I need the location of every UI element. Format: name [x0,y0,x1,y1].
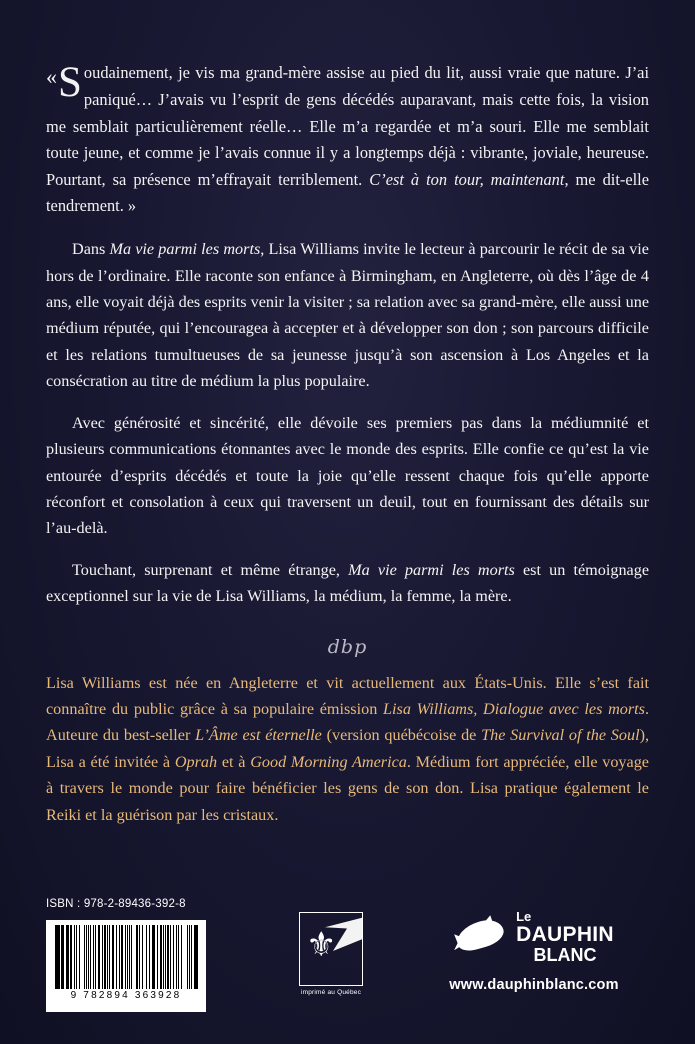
bio-book-title-1: L’Âme est éternelle [195,726,322,745]
publisher-logo-row [419,910,649,965]
barcode-bars [52,925,200,989]
barcode-digits: 9 782894 363928 [70,990,182,1001]
bio-text-6: . Médium fort appréciée, elle voyage à travers le monde pour faire bénéficier les gens de son don. Lisa pratique également le Reiki et la guérison par les cristaux. [46,752,649,824]
dropcap-group [46,59,82,107]
quebec-logo-frame [299,912,363,986]
paragraph-1-pre: Dans [72,240,110,259]
bio-show-oprah: Oprah [174,752,218,771]
printed-in-quebec-logo [295,912,367,996]
paragraph-1-title: Ma vie parmi les morts [109,240,261,259]
summary-paragraph-3 [46,557,649,610]
paragraph-3-title: Ma vie parmi les morts [348,560,515,579]
quebec-logo-caption: imprimé au Québec [300,989,362,996]
publisher-name [516,910,614,965]
publisher-name-dauphin: DAUPHIN [516,922,614,946]
bio-text-5: et à [217,752,251,771]
publisher-website: www.dauphinblanc.com [449,976,619,993]
author-bio [46,670,649,828]
bio-show-gma: Good Morning America [250,752,407,771]
paragraph-3-pre: Touchant, surprenant et même étrange, [72,560,349,579]
opening-guillemet: « [46,64,57,90]
summary-paragraph-1 [46,236,649,394]
drop-cap-letter: S [58,59,82,107]
paragraph-2-pre: Avec générosité et sincérité, elle dévoile ses premiers pas dans la médiumnité et plusieurs communications étonnantes avec le monde des esprits. Elle confie ce qu’est la vie entourée d’esprits décédés et toute la joie qu’elle ressent chaque fois qu’elle apporte réconfort et consolation à ceux qui traversent un deuil, tout en fournissant des détails sur l’au-delà. [46,413,649,538]
bio-book-title-2: The Survival of the Soul [481,726,640,745]
cover-footer [0,884,695,1044]
quote-italic-phrase: C’est à ton tour, maintenant [369,169,565,189]
paragraph-1-post: , Lisa Williams invite le lecteur à parcourir le récit de sa vie hors de l’ordinaire. Elle raconte son enfance à Birmingham, en Angleterre, où dès l’âge de 4 ans, elle voyait déjà des esprits venir la visiter ; sa relation avec sa grand-mère, elle aussi une médium réputée, qui l’encouragea à accepter et à développer son don ; son parcours difficile et les relations tumultueuses de sa jeunesse jusqu’à son ascension à Los Angeles et la consécration au titre de médium la plus populaire. [46,240,649,391]
summary-paragraph-2 [46,410,649,542]
bio-text-3: (version québécoise de [321,726,482,745]
pull-quote [46,60,649,219]
publisher-signature-mark: dbp [327,635,368,658]
isbn-text: ISBN : 978-2-89436-392-8 [46,898,186,910]
paragraph-3-post: est un témoignage exceptionnel sur la vie de Lisa Williams, la médium, la femme, la mère. [46,560,650,606]
quote-text-part-2: , me dit-elle tendrement. » [46,169,650,216]
bio-text-1: Lisa Williams est née en Angleterre et vit actuellement aux États-Unis. Elle s’est fait connaître du public grâce à sa populaire émission [46,673,649,718]
barcode [46,920,206,1012]
bio-text-4: ), Lisa a été invitée à [46,726,650,771]
quote-text-part-1: oudainement, je vis ma grand-mère assise au pied du lit, aussi vraie que nature. J’ai paniqué… J’avais vu l’esprit de gens décédés auparavant, mais cette fois, la vision me semblait particulièrement réelle… Elle m’a regardée et m’a souri. Elle me semblait toute jeune, et comme je l’avais connue il y a longtemps déjà : vibrante, joviale, heureuse. Pourtant, sa présence m’effrayait terriblement. [46,63,649,189]
fleur-de-lys-icon: ⚜ [306,927,337,964]
publisher-name-le: Le [516,909,532,924]
dolphin-icon [454,916,508,958]
bio-text-2: . Auteure du best-seller [46,699,650,745]
bio-show-title: Lisa Williams, Dialogue avec les morts [383,699,645,718]
publisher-name-blanc: BLANC [533,944,597,965]
publisher-logo [419,910,649,993]
